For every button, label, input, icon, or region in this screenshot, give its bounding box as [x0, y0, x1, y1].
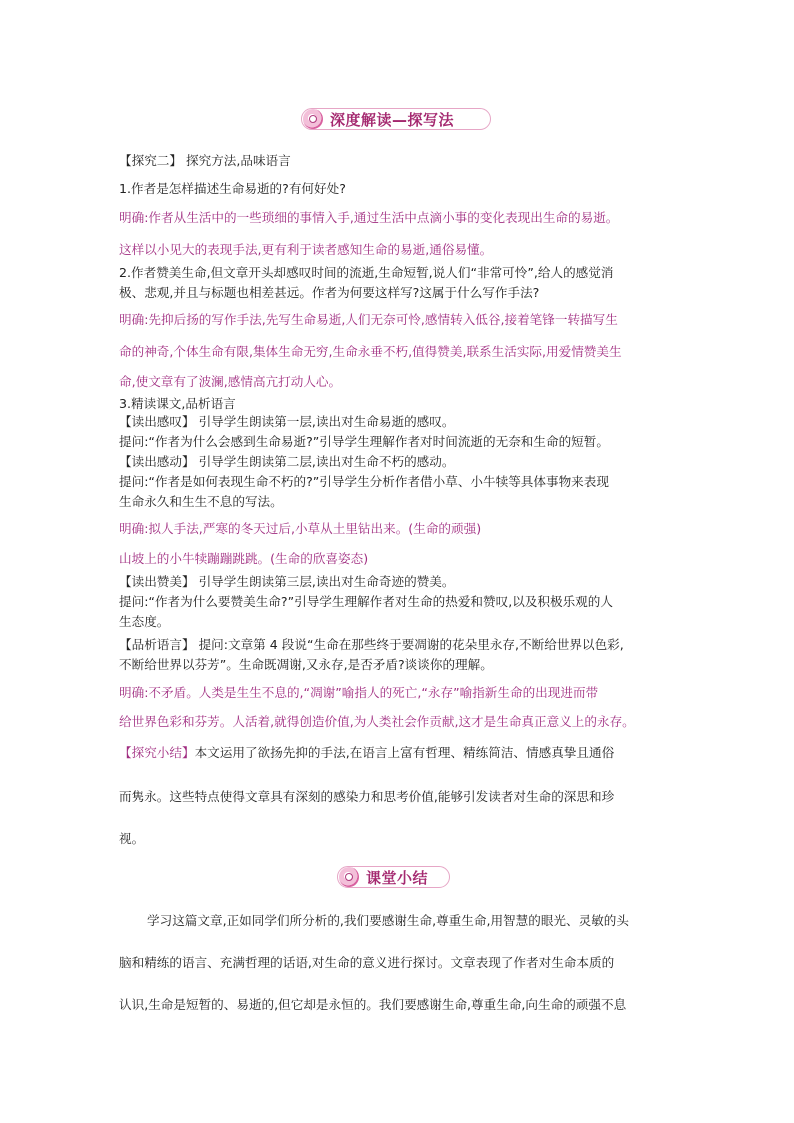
text-line-content: 视。 — [119, 831, 145, 846]
text-line-content: 命的神奇,个体生命有限,集体生命无穷,生命永垂不朽,值得赞美,联系生活实际,用爱情赞美生 — [119, 344, 622, 359]
text-line — [119, 209, 618, 226]
text-line-content: 给世界色彩和芬芳。人活着,就得创造价值,为人类社会作贡献,这才是生命真正意义上的永存。 — [119, 714, 635, 729]
text-line-content: 极、悲观,并且与标题也相差甚远。作者为何要这样写?这属于什么写作手法? — [119, 285, 540, 300]
text-line — [119, 241, 492, 258]
text-line-content: 而隽永。这些特点使得文章具有深刻的感染力和思考价值,能够引发读者对生命的深思和珍 — [119, 789, 615, 804]
text-line-content: 这样以小见大的表现手法,更有利于读者感知生命的易逝,通俗易懂。 — [119, 242, 493, 257]
text-line-content: 明确:先抑后扬的写作手法,先写生命易逝,人们无奈可怜,感情转入低谷,接着笔锋一转描写生 — [119, 312, 618, 327]
text-line — [119, 684, 598, 701]
section-heading-badge — [301, 108, 491, 130]
text-line-content: 不断给世界以芬芳”。生命既凋谢,又永存,是否矛盾?谈谈你的理解。 — [119, 657, 493, 672]
text-line-content: 1.作者是怎样描述生命易逝的?有何好处? — [119, 181, 346, 196]
text-line-content: 3.精读课文,品析语言 — [119, 396, 236, 411]
text-line — [119, 180, 346, 197]
text-line — [119, 311, 618, 328]
text-line-content: 本文运用了欲扬先抑的手法,在语言上富有哲理、精练简洁、情感真挚且通俗 — [194, 745, 615, 760]
text-line — [119, 395, 236, 412]
text-line — [119, 152, 291, 169]
text-line-content: 命,使文章有了波澜,感情高亢打动人心。 — [119, 374, 342, 389]
text-line — [119, 493, 283, 510]
text-line-content: 明确:作者从生活中的一些琐细的事情入手,通过生活中点滴小事的变化表现出生命的易逝。 — [119, 210, 619, 225]
text-line-content: 【品析语言】 提问:文章第 4 段说“生命在那些终于要凋谢的花朵里永存,不断给世界以色彩, — [119, 637, 624, 652]
text-line — [119, 593, 613, 610]
text-line-content: 【读出赞美】 引导学生朗读第三层,读出对生命奇迹的赞美。 — [119, 574, 455, 589]
text-line-content: 提问:“作者是如何表现生命不朽的?”引导学生分析作者借小草、小牛犊等具体事物来表现 — [119, 474, 609, 489]
swirl-logo-icon — [339, 867, 359, 887]
text-line-content: 学习这篇文章,正如同学们所分析的,我们要感谢生命,尊重生命,用智慧的眼光、灵敏的头 — [147, 913, 629, 928]
text-line — [119, 284, 539, 301]
summary-title: 课堂小结 — [366, 868, 429, 887]
text-line — [119, 744, 614, 761]
text-line — [119, 520, 481, 537]
text-line-content: 脑和精练的语言、充满哲理的话语,对生命的意义进行探讨。文章表现了作者对生命本质的 — [119, 955, 615, 970]
text-line-content: 生命永久和生生不息的写法。 — [119, 494, 283, 509]
text-line-content: 明确:不矛盾。人类是生生不息的,“凋谢”喻指人的死亡,“永存”喻指新生命的出现进而带 — [119, 685, 599, 700]
text-line-content: 【读出感叹】 引导学生朗读第一层,读出对生命易逝的感叹。 — [119, 414, 455, 429]
text-line — [119, 433, 609, 450]
text-line — [119, 636, 624, 653]
text-line — [119, 713, 635, 730]
text-line-content: 2.作者赞美生命,但文章开头却感叹时间的流逝,生命短暂,说人们“非常可怜”,给人的感觉消 — [119, 265, 614, 280]
text-line-content: 提问:“作者为什么要赞美生命?”引导学生理解作者对生命的热爱和赞叹,以及积极乐观的人 — [119, 594, 613, 609]
text-line — [119, 830, 144, 847]
text-line — [119, 573, 454, 590]
swirl-logo-icon — [303, 109, 323, 129]
text-line — [119, 453, 454, 470]
text-line-content: 提问:“作者为什么会感到生命易逝?”引导学生理解作者对时间流逝的无奈和生命的短暂。 — [119, 434, 609, 449]
text-line — [119, 264, 613, 281]
section-title: 深度解读—探写法 — [330, 110, 455, 129]
summary-label: 【探究小结】 — [119, 745, 195, 760]
text-line — [119, 656, 493, 673]
text-line-content: 生态度。 — [119, 614, 170, 629]
text-line — [147, 912, 629, 929]
text-line-content: 【探究二】 探究方法,品味语言 — [119, 153, 291, 168]
summary-heading-badge — [337, 866, 450, 888]
text-line — [119, 473, 609, 490]
text-line — [119, 996, 626, 1013]
text-line — [119, 613, 169, 630]
text-line-content: 明确:拟人手法,严寒的冬天过后,小草从土里钻出来。(生命的顽强) — [119, 521, 482, 536]
text-line — [119, 413, 454, 430]
text-line-content: 【读出感动】 引导学生朗读第二层,读出对生命不朽的感动。 — [119, 454, 455, 469]
text-line — [119, 373, 341, 390]
text-line — [119, 788, 614, 805]
text-line — [119, 550, 368, 567]
text-line-content: 山坡上的小牛犊蹦蹦跳跳。(生命的欣喜姿态) — [119, 551, 369, 566]
text-line — [119, 954, 614, 971]
text-line-content: 认识,生命是短暂的、易逝的,但它却是永恒的。我们要感谢生命,尊重生命,向生命的顽强不息 — [119, 997, 627, 1012]
text-line — [119, 343, 622, 360]
